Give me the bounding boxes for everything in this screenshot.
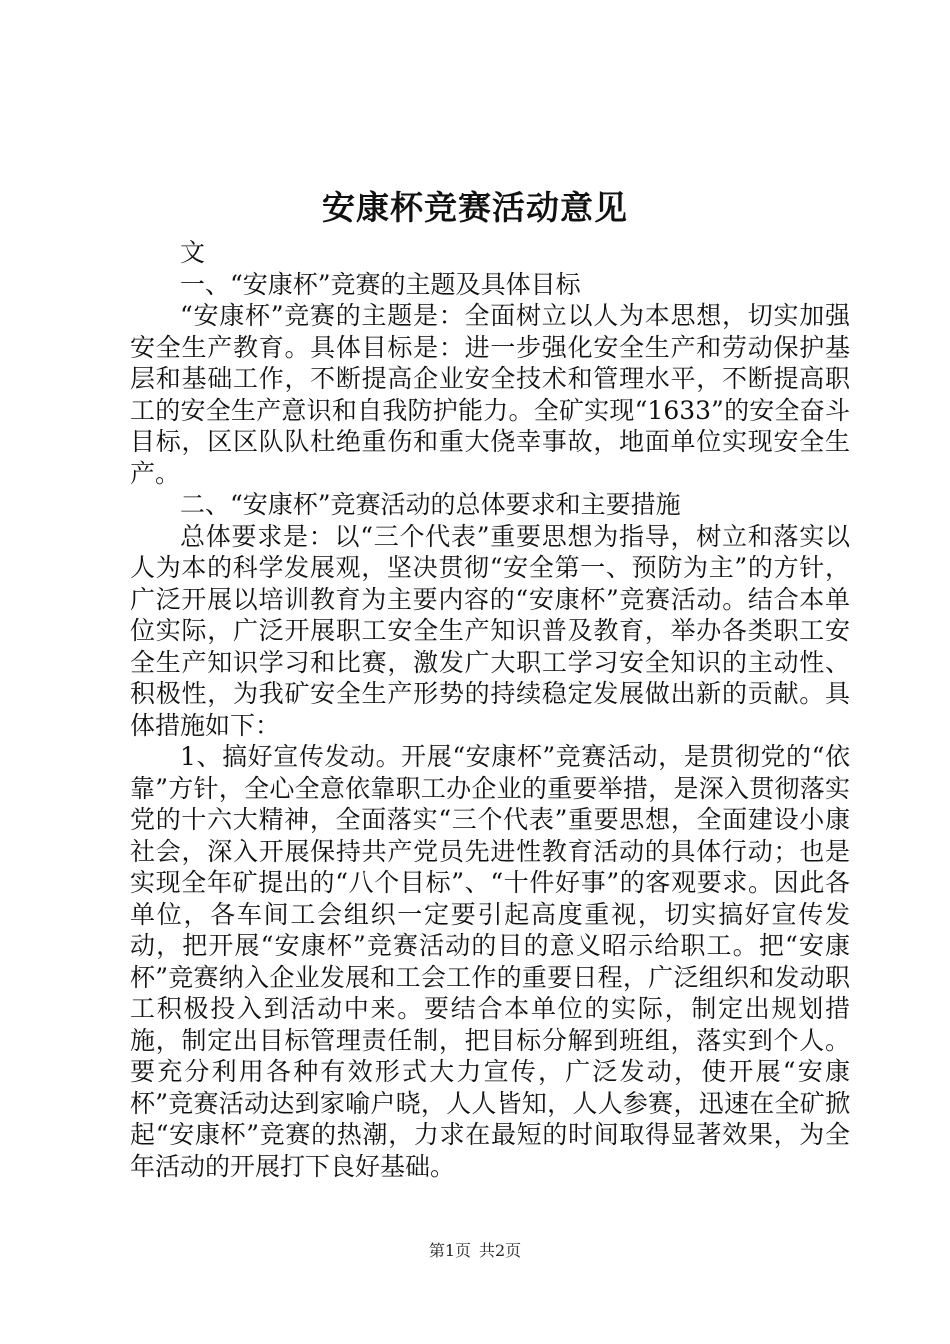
page-footer [0, 1240, 950, 1262]
document-body [130, 237, 850, 1182]
page-number: 第1页 [428, 1241, 471, 1260]
document-title: 安康杯竞赛活动意见 [322, 188, 628, 227]
paragraph-measure-1: 1、搞好宣传发动。开展“安康杯”竞赛活动，是贯彻党的“依靠”方针，全心全意依靠职工办企业的重要举措，是深入贯彻落实党的十六大精神，全面落实“三个代表”重要思想，全面建设小康社会，深入开展保持共产党员先进性教育活动的具体行动；也是实现全年矿提出的“八个目标”、“十件好事”的客观要求。因此各单位，各车间工会组织一定要引起高度重视，切实搞好宣传发动，把开展“安康杯”竞赛活动的目的意义昭示给职工。把“安康杯”竞赛纳入企业发展和工会工作的重要日程，广泛组织和发动职工积极投入到活动中来。要结合本单位的实际，制定出规划措施，制定出目标管理责任制，把目标分解到班组，落实到个人。要充分利用各种有效形式大力宣传，广泛发动，使开展“安康杯”竞赛活动达到家喻户晓，人人皆知，人人参赛，迅速在全矿掀起“安康杯”竞赛的热潮，力求在最短的时间取得显著效果，为全年活动的开展打下良好基础。 [130, 742, 850, 1181]
section-heading-2: 二、“安康杯”竞赛活动的总体要求和主要措施 [180, 490, 681, 519]
section-heading-1: 一、“安康杯”竞赛的主题及具体目标 [180, 269, 581, 299]
paragraph-general-requirements: 总体要求是：以“三个代表”重要思想为指导，树立和落实以人为本的科学发展观，坚决贯彻“安全第一、预防为主”的方针，广泛开展以培训教育为主要内容的“安康杯”竞赛活动。结合本单位实际，广泛开展职工安全生产知识普及教育，举办各类职工安全生产知识学习和比赛，激发广大职工学习安全知识的主动性、积极性，为我矿安全生产形势的持续稳定发展做出新的贡献。具体措施如下： [130, 521, 850, 740]
page-total: 共2页 [479, 1241, 522, 1260]
paragraph-theme-goals: “安康杯”竞赛的主题是：全面树立以人为本思想，切实加强安全生产教育。具体目标是：进一步强化安全生产和劳动保护基层和基础工作，不断提高企业安全技术和管理水平，不断提高职工的安全生产意识和自我防护能力。全矿实现“1633”的安全奋斗目标，区区队队杜绝重伤和重大侥幸事故，地面单位实现安全生产。 [130, 301, 850, 488]
paragraph-author-marker: 文 [180, 238, 206, 267]
